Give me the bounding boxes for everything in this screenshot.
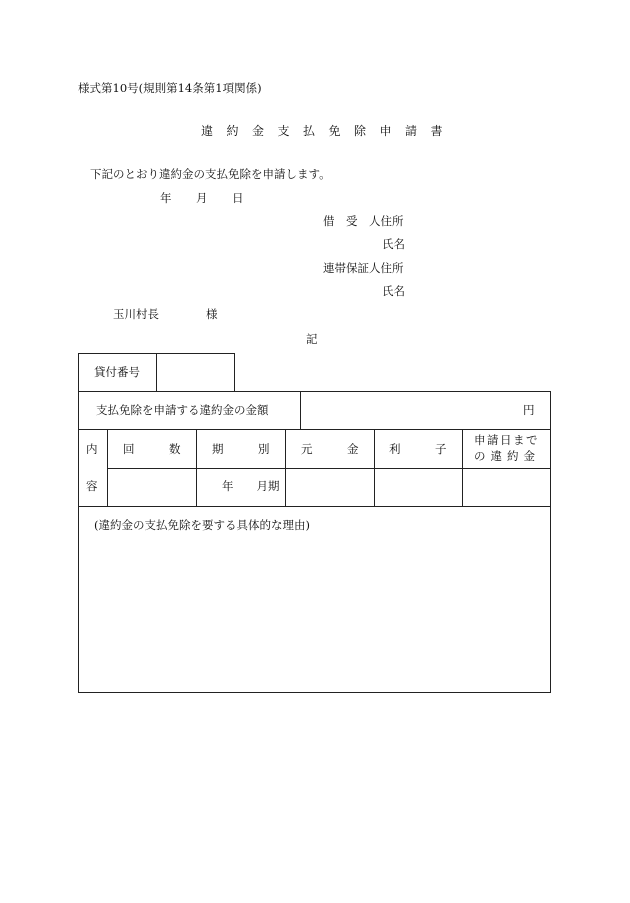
reason-label: (違約金の支払免除を要する具体的な理由) <box>94 518 310 532</box>
ki-heading: 記 <box>306 332 318 346</box>
col-penalty-header-1: 申請日まで <box>474 433 539 447</box>
addressee-honorific: 様 <box>206 307 218 321</box>
col-penalty-header-2: の違約金 <box>474 449 540 463</box>
col-count-header: 回 数 <box>123 442 181 456</box>
col-period-header: 期 別 <box>212 442 270 456</box>
date-day: 日 <box>232 191 244 205</box>
guarantor-name-label: 氏名 <box>382 284 405 298</box>
loan-number-label: 貸付番号 <box>94 365 140 379</box>
amount-label: 支払免除を申請する違約金の金額 <box>96 403 269 417</box>
intro-text: 下記のとおり違約金の支払免除を申請します。 <box>90 167 331 181</box>
col-interest-header: 利 子 <box>389 442 447 456</box>
form-number: 様式第10号(規則第14条第1項関係) <box>78 81 262 95</box>
content-label-bottom: 容 <box>86 479 98 493</box>
borrower-name-label: 氏名 <box>382 237 405 251</box>
date-year: 年 <box>160 191 172 205</box>
amount-unit: 円 <box>523 403 535 417</box>
document-title: 違約金支払免除申請書 <box>201 124 457 138</box>
date-month: 月 <box>196 191 208 205</box>
content-label-top: 内 <box>86 442 98 456</box>
period-value: 年 月期 <box>222 479 280 493</box>
loan-number-value[interactable] <box>164 367 228 381</box>
borrower-address-label: 借 受 人住所 <box>323 214 404 228</box>
col-principal-header: 元 金 <box>301 442 359 456</box>
guarantor-address-label: 連帯保証人住所 <box>323 261 404 275</box>
addressee-name: 玉川村長 <box>113 307 159 321</box>
